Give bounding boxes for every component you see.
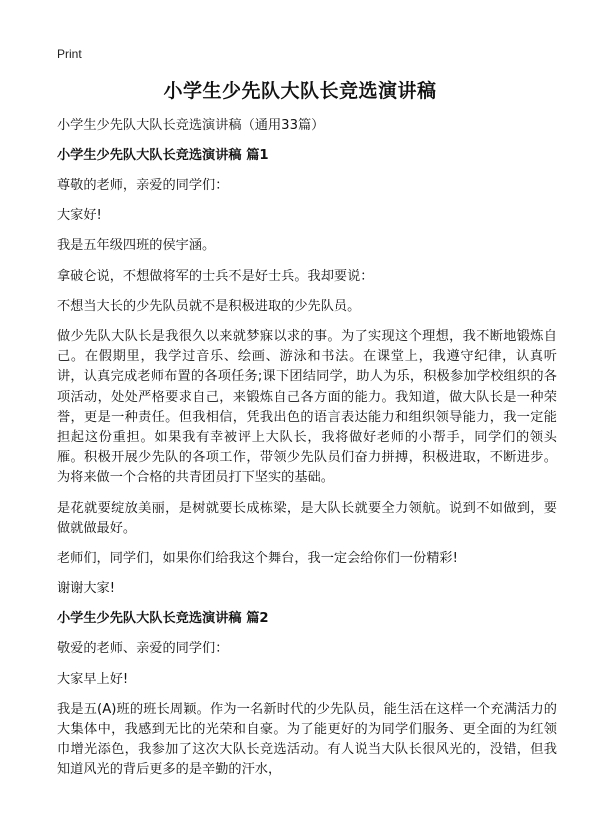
section-heading: 小学生少先队大队长竞选演讲稿 篇2 [57, 611, 269, 627]
paragraph: 大家早上好! [57, 671, 129, 687]
document-body [57, 116, 557, 791]
paragraph: 尊敬的老师，亲爱的同学们： [57, 178, 229, 193]
paragraph: 是花就要绽放美丽，是树就要长成栋梁，是大队长就要全力领航。说到不如做到，要做就做最好。 [57, 500, 557, 536]
section-heading: 小学生少先队大队长竞选演讲稿 篇1 [57, 148, 269, 163]
paragraph: 大家好! [57, 208, 102, 224]
paragraph: 我是五年级四班的侯宇涵。 [57, 238, 216, 254]
paragraph: 不想当大长的少先队员就不是积极进取的少先队员。 [57, 298, 361, 314]
print-link[interactable]: Print [57, 47, 82, 61]
paragraph: 老师们，同学们，如果你们给我这个舞台，我一定会给你们一份精彩! [57, 551, 458, 567]
paragraph: 拿破仑说，不想做将军的士兵不是好士兵。我却要说： [57, 268, 374, 284]
paragraph: 敬爱的老师、亲爱的同学们： [57, 641, 229, 657]
document-subtitle: 小学生少先队大队长竞选演讲稿（通用33篇） [57, 118, 325, 133]
document-title: 小学生少先队大队长竞选演讲稿 [163, 80, 437, 102]
paragraph: 谢谢大家! [57, 581, 116, 597]
paragraph: 我是五(A)班的班长周颖。作为一名新时代的少先队员，能生活在这样一个充满活力的大集体中，我感到无比的光荣和自豪。为了能更好的为同学们服务、更全面的为红领巾增光添色，我参加了这次大队长竞选活动。有人说当大队长很风光的，没错，但我知道风光的背后更多的是辛勤的汗水， [57, 701, 557, 778]
paragraph: 做少先队大队长是我很久以来就梦寐以求的事。为了实现这个理想，我不断地锻炼自己。在假期里，我学过音乐、绘画、游泳和书法。在课堂上，我遵守纪律，认真听讲，认真完成老师布置的各项任务;课下团结同学，助人为乐，积极参加学校组织的各项活动，处处严格要求自己，来锻炼自己各方面的能力。我知道，做大队长是一种荣誉，更是一种责任。但我相信，凭我出色的语言表达能力和组织领导能力，我一定能担起这份重担。如果我有幸被评上大队长，我将做好老师的小帮手，同学们的领头雁。积极开展少先队的各项工作，带领少先队员们奋力拼搏，积极进取，不断进步。为将来做一个合格的共青团员打下坚实的基础。 [57, 329, 557, 486]
